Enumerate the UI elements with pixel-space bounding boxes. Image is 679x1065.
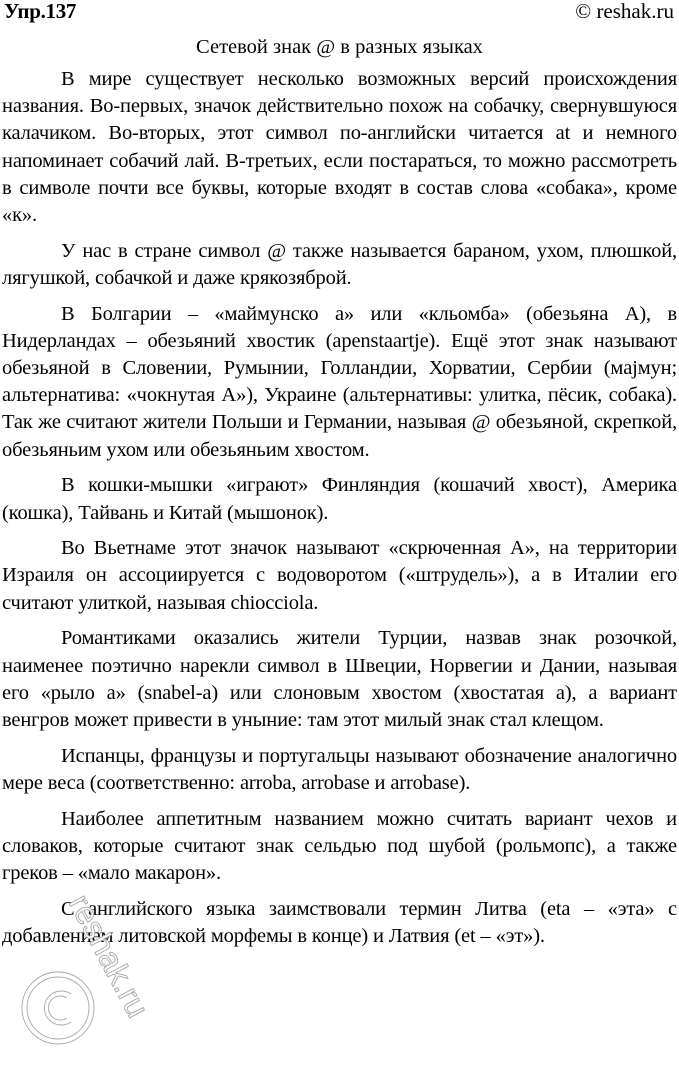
paragraph-weight-measure: Испанцы, французы и португальцы называют обозначение аналогично мере веса (соответственно: arroba, arrobase и arrobase).	[2, 744, 677, 794]
paragraph-vietnam-israel-italy: Во Вьетнаме этот значок называют «скрюченная А», на территории Израиля он ассоциируется с водоворотом («штрудель»), а в Италии его считают улиткой, называя chiocciola.	[2, 537, 677, 614]
paragraph-monkey: В Болгарии – «маймунско а» или «кльомба» (обезьяна А), в Нидерландах – обезьяний хвостик (apenstaartje). Ещё этот знак называют обезьяной в Словении, Румынии, Голландии, Хорватии, Сербии (мajмун; альтернатива: «чокнутая А»), Украине (альтернативы: улитка, пёсик, собака). Так же считают жители Польши и Германии, называя @ обезьяной, скрепкой, обезьяньим ухом или обезьяньим хвостом.	[2, 302, 677, 461]
copyright-label: © reshak.ru	[575, 0, 674, 23]
paragraph-cat-mouse: В кошки-мышки «играют» Финляндия (кошачий хвост), Америка (кошка), Тайвань и Китай (мышонок).	[2, 474, 677, 524]
paragraph-origin: В мире существует несколько возможных версий происхождения названия. Во-первых, значок действительно похож на собачку, свернувшуюся калачиком. Во-вторых, этот символ по-английски читается at и немного напоминает собачий лай. В-третьих, если постараться, то можно рассмотреть в символе почти все буквы, которые входят в состав слова «собака», кроме «к».	[2, 68, 677, 227]
watermark-text: reshak.ru	[61, 890, 157, 1024]
paragraph-russia: У нас в стране символ @ также называется бараном, ухом, плюшкой, лягушкой, собачкой и даже крякозяброй.	[2, 239, 677, 289]
exercise-number: Упр.137	[4, 0, 77, 23]
paragraph-baltic: С английского языка заимствовали термин Литва (eta – «эта» с добавлением литовской морфемы в конце) и Латвия (et – «эт»).	[2, 897, 677, 947]
paragraph-food: Наиболее аппетитным названием можно считать вариант чехов и словаков, которые считают знак сельдью под шубой (рольмопс), а также греков – «мало макарон».	[2, 807, 677, 884]
paragraph-turkey-scandinavia: Романтиками оказались жители Турции, назвав знак розочкой, наименее поэтично нарекли символ в Швеции, Норвегии и Дании, называя его «рыло а» (snabel-a) или слоновым хвостом (хвостатая а), а вариант венгров может привести в уныние: там этот милый знак стал клещом.	[2, 627, 677, 731]
document-title: Сетевой знак @ в разных языках	[196, 36, 483, 58]
page-header	[2, 0, 677, 30]
